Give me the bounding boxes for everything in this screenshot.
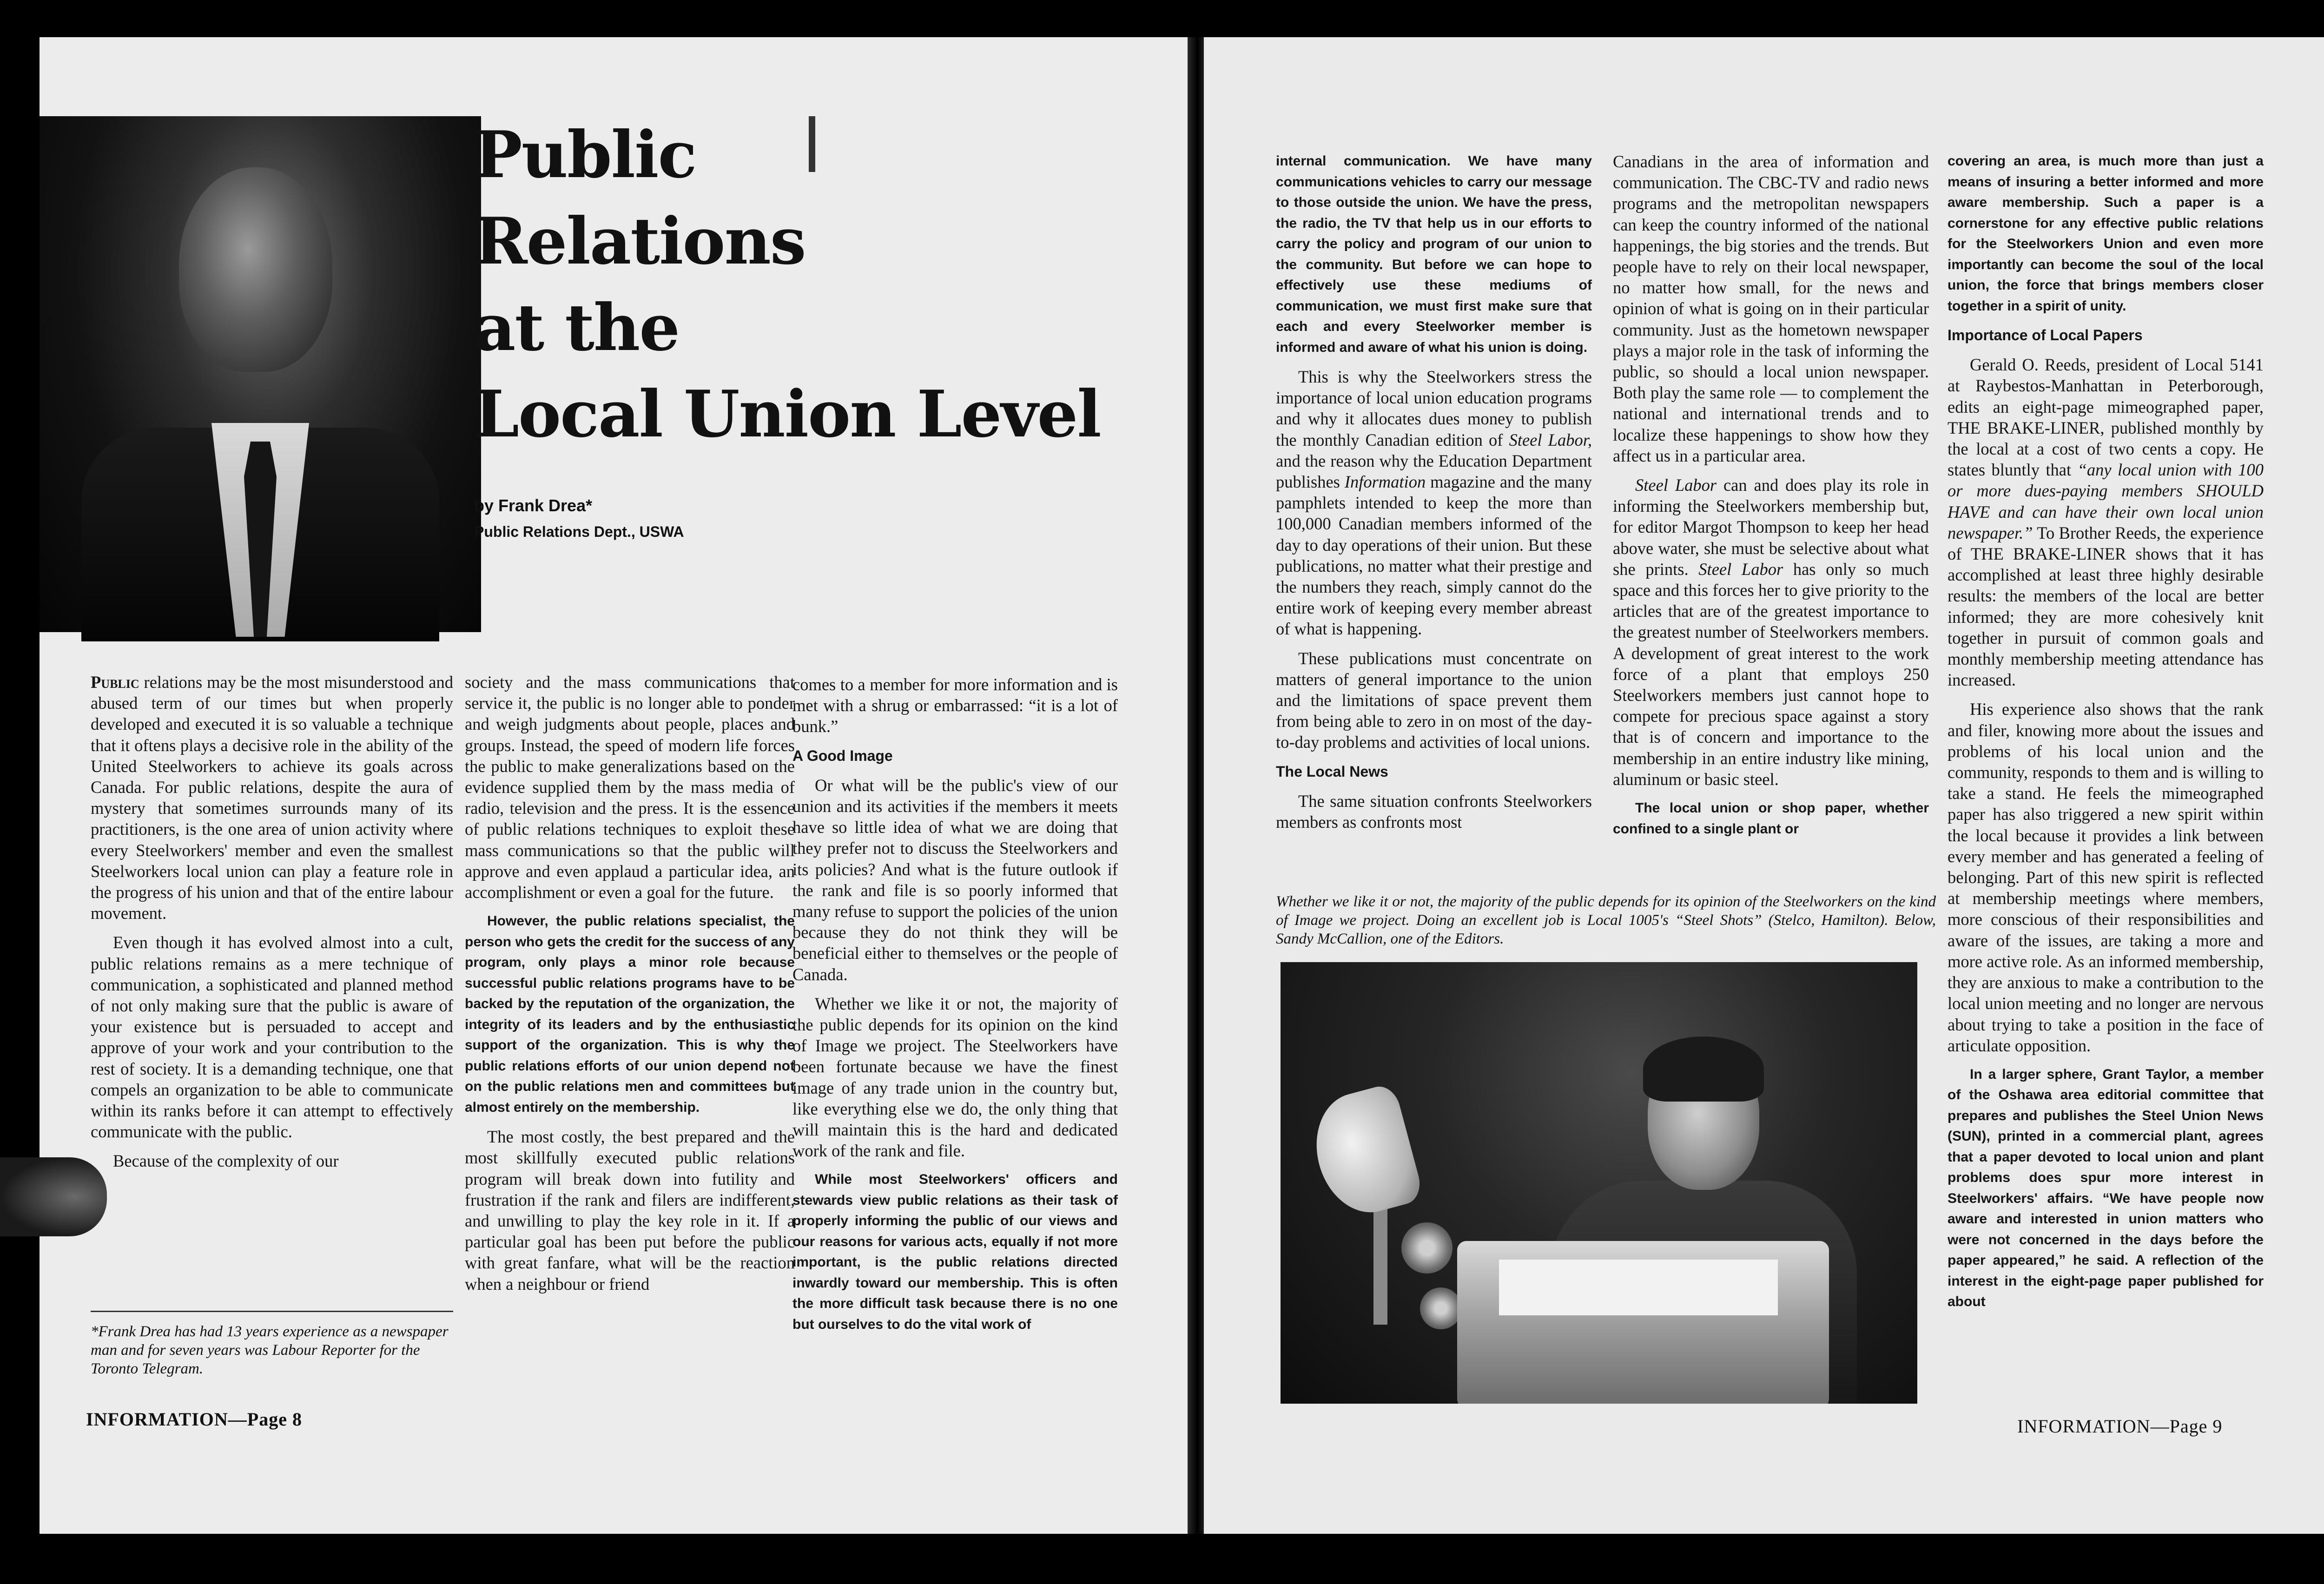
paragraph: His experience also shows that the rank and filer, knowing more about the issues and problems of his local union and the community, responds to them and is willing to take a stand. He feels the mimeographed paper has also triggered a new spirit within the local because it provides a link between every member and has generated a feeling of belonging. Part of this new spirit is reflected at membership meetings where members, more conscious of their responsibilities and aware of the issues, are taking a more and more active role. As an informed membership, they are anxious to make a contribution to the local union meeting and no longer are nervous about trying to take a position in the face of articulate opposition. bbox=[1948, 700, 2264, 1055]
typewriter-paper bbox=[1499, 1260, 1778, 1315]
paragraph bbox=[1276, 366, 1592, 640]
title-line-1: Public bbox=[474, 117, 696, 192]
right-column-1 bbox=[1276, 151, 1592, 841]
paragraph-text: has only so much space and this forces her to give priority to the articles that are of the greatest importance to the greatest number of Steelworkers members. A development of great interest to the work force of a plant that employs 250 Steelworkers members just cannot hope to compete for precious space against a story that is of concern and importance to the membership in an entire industry like mining, aluminum or basic steel. bbox=[1613, 559, 1929, 789]
byline-dept: Public Relations Dept., USWA bbox=[474, 523, 684, 540]
footnote: *Frank Drea has had 13 years experience as a newspaper man and for seven years was Labour Reporter for the Toronto Telegram. bbox=[91, 1323, 449, 1377]
left-page-folio: INFORMATION—Page 8 bbox=[86, 1409, 302, 1430]
subheading: Importance of Local Papers bbox=[1948, 327, 2143, 343]
film-reel bbox=[1420, 1287, 1462, 1329]
paragraph-text: can and does play its role in informing the Steelworkers membership but, for editor Margot Thompson to keep her head above water, she must be selective about what she prints. bbox=[1613, 475, 1929, 579]
paragraph: Or what will be the public's view of our union and its activities if the members it meets have so little idea of what we are doing that they prefer not to discuss the Steelworkers and its policies? And what is the future outlook if the rank and file is so poorly informed that many refuse to support the policies of the union because they do not think they will be beneficial either to themselves or the people of Canada. bbox=[792, 775, 1118, 984]
italic-title: Steel Labor bbox=[1698, 559, 1783, 579]
paragraph-text: To Brother Reeds, the experience of THE BRAKE-LINER shows that it has accomplished at least three highly desirable results: the members of the local are better informed; they are more cohesively knit together in pursuit of common goals and monthly membership meeting attendance has increased. bbox=[1948, 523, 2264, 690]
right-column-2 bbox=[1613, 151, 1929, 848]
paragraph: The same situation confronts Steelworkers members as confronts most bbox=[1276, 791, 1592, 832]
editor-typewriter-photo bbox=[1281, 962, 1917, 1404]
title-line-2: Relations bbox=[474, 203, 805, 279]
title-line-4: Local Union Level bbox=[474, 376, 1101, 452]
bold-paragraph: In a larger sphere, Grant Taylor, a member of the Oshawa area editorial committee that prepares and publishes the Steel Union News (SUN), printed in a commercial plant, agrees that a paper devoted to local union and plant problems does spur more interest in Steelworkers' affairs. “We have people now aware and interested in union matters who were not concerned in the days before the paper appeared,” he said. A reflection of the interest in the eight-page paper published for about bbox=[1948, 1066, 2264, 1310]
subheading: The Local News bbox=[1276, 763, 1388, 780]
bold-paragraph: While most Steelworkers' officers and stewards view public relations as their task of properly informing the public of our views and our reasons for various acts, equally if not more important, is the public relations directed inwardly toward our membership. This is often the more difficult task because there is no one but ourselves to do the vital work of bbox=[792, 1172, 1118, 1332]
drop-cap-word: Public bbox=[91, 673, 139, 692]
left-column-3 bbox=[792, 674, 1118, 1343]
paragraph bbox=[91, 672, 453, 924]
paragraph-text: and the reason why the Education Department publishes bbox=[1276, 451, 1592, 492]
article-title bbox=[474, 112, 1134, 457]
byline bbox=[474, 493, 985, 545]
left-column-2 bbox=[465, 672, 795, 1303]
paragraph: Even though it has evolved almost into a cult, public relations remains as a mere technique of communication, a sophisticated and planned method of not only making sure that the public is aware of your existence but is persuaded to accept and approve of your work and your contribution to the rest of society. It is a demanding technique, one that compels an organization to be able to communicate within its ranks before it can attempt to effectively communicate with the public. bbox=[91, 933, 453, 1142]
paragraph: The most costly, the best prepared and the most skillfully executed public relations program will break down into futility and frustration if the rank and filers are indifferent, and unwilling to play the key role in it. If a particular goal has been put before the public with great fanfare, what will be the reaction when a neighbour or friend bbox=[465, 1127, 795, 1294]
paragraph: comes to a member for more information and is met with a shrug or embarrassed: “it is a lot of bunk.” bbox=[792, 675, 1118, 736]
footnote-rule bbox=[91, 1311, 453, 1312]
paragraph-text: magazine and the many pamphlets intended to keep the more than 100,000 Canadian members informed of the day to day operations of their union. But these publications, no matter what their prestige and the numbers they reach, simply cannot do the entire work of keeping every member abreast of what is happening. bbox=[1276, 472, 1592, 639]
author-portrait-photo bbox=[40, 116, 481, 632]
bold-paragraph: The local union or shop paper, whether confined to a single plant or bbox=[1613, 800, 1929, 837]
paragraph-text: Gerald O. Reeds, president of Local 5141 at Raybestos-Manhattan in Peterborough, edits an eight-page mimeographed paper, THE BRAKE-LINER, published monthly by the local at a cost of two cents a copy. He states bluntly that bbox=[1948, 355, 2264, 480]
paragraph: Because of the complexity of our bbox=[113, 1151, 339, 1171]
paragraph bbox=[1613, 475, 1929, 790]
portrait-head bbox=[179, 167, 332, 372]
italic-title: Steel Labor bbox=[1635, 475, 1717, 495]
byline-author: by Frank Drea* bbox=[474, 496, 593, 515]
binder-clip bbox=[0, 1157, 107, 1236]
right-page-folio: INFORMATION—Page 9 bbox=[2017, 1416, 2223, 1437]
paragraph-text: relations may be the most misunderstood and abused term of our times but when properly developed and executed it is so valuable a technique that it oftens plays a decisive role in the ability of the United Steelworkers to achieve its goals across Canada. For public relations, despite the aura of mystery that sometimes surrounds many of its practitioners, is the one area of union activity where every Steelworkers' member and even the smallest Steelworkers local union can play a feature role in the progress of his union and that of the entire labour movement. bbox=[91, 673, 453, 923]
editor-hair bbox=[1643, 1036, 1764, 1102]
paragraph-text: This is why the Steelworkers stress the importance of local union education programs and why it allocates dues money to publish the monthly Canadian edition of bbox=[1276, 367, 1592, 449]
italic-title: Steel Labor, bbox=[1509, 430, 1592, 449]
italic-title: Information bbox=[1344, 472, 1426, 492]
left-column-1 bbox=[91, 672, 453, 1180]
italic-quote: “any local union with 100 or more dues-paying members SHOULD HAVE and can have their own local union newspaper.” bbox=[1948, 460, 2264, 542]
paragraph: Canadians in the area of information and communication. The CBC-TV and radio news programs and the metropolitan newspapers can keep the country informed of the national happenings, the big stories and the trends. But people have to rely on their local newspaper, no matter how small, for the news and opinion of what is going on in their particular community. Just as the hometown newspaper plays a major role in the task of informing the public, so should a local union newspaper. Both play the same role — to complement the national and international trends and to localize these happenings to show how they affect us in a particular area. bbox=[1613, 152, 1929, 465]
paragraph: Whether we like it or not, the majority of the public depends for its opinion on the kind of Image we project. The Steelworkers have been fortunate because we have the finest image of any trade union in the country but, like everything else we do, the only thing that will maintain this is the hard and dedicated work of the rank and file. bbox=[792, 994, 1118, 1161]
title-mark bbox=[809, 116, 815, 172]
desk-lamp bbox=[1304, 1082, 1425, 1223]
bold-paragraph: covering an area, is much more than just a means of insuring a better informed and more aware membership. Such a paper is a cornerstone for any effective public relations for the Steelworkers Union and even more importantly can become the soul of the local union, the force that brings members closer together in a spirit of unity. bbox=[1948, 153, 2264, 314]
photo-caption: Whether we like it or not, the majority of the public depends for its opinion of the Steelworkers on the kind of Image we project. Doing an excellent job is Local 1005's “Steel Shots” (Stelco, Hamilton). Below, Sandy McCallion, one of the Editors. bbox=[1276, 893, 1936, 947]
film-reel bbox=[1401, 1222, 1452, 1274]
subheading: A Good Image bbox=[792, 747, 893, 764]
title-line-3: at the bbox=[474, 290, 680, 365]
paragraph bbox=[1948, 354, 2264, 690]
paragraph: These publications must concentrate on matters of general importance to the union and the limitations of space prevent them from being able to zero in on most of the day-to-day problems and activities of local unions. bbox=[1276, 648, 1592, 752]
bold-paragraph: internal communication. We have many communications vehicles to carry our message to those outside the union. We have the press, the radio, the TV that help us in our efforts to carry the policy and program of our union to the community. But before we can hope to effectively use these mediums of communication, we must first make sure that each and every Steelworker member is informed and aware of what his union is doing. bbox=[1276, 153, 1592, 355]
paragraph: society and the mass communications that service it, the public is no longer able to ponder and weigh judgments about people, places and groups. Instead, the speed of modern life forces the public to make generalizations based on the evidence supplied them by the mass media of radio, television and the press. It is the essence of public relations techniques to exploit these mass communications so that the public will approve and even applaud a particular idea, an accomplishment or even a goal for the future. bbox=[465, 673, 795, 902]
bold-paragraph: However, the public relations specialist, the person who gets the credit for the success of any program, only plays a minor role because successful public relations programs have to be backed by the reputation of the organization, the integrity of its leaders and by the enthusiastic support of the organization. This is why the public relations efforts of our union depend not on the public relations men and committees but almost entirely on the membership. bbox=[465, 913, 795, 1115]
book-spine bbox=[1188, 37, 1204, 1534]
right-column-3 bbox=[1948, 151, 2264, 1321]
